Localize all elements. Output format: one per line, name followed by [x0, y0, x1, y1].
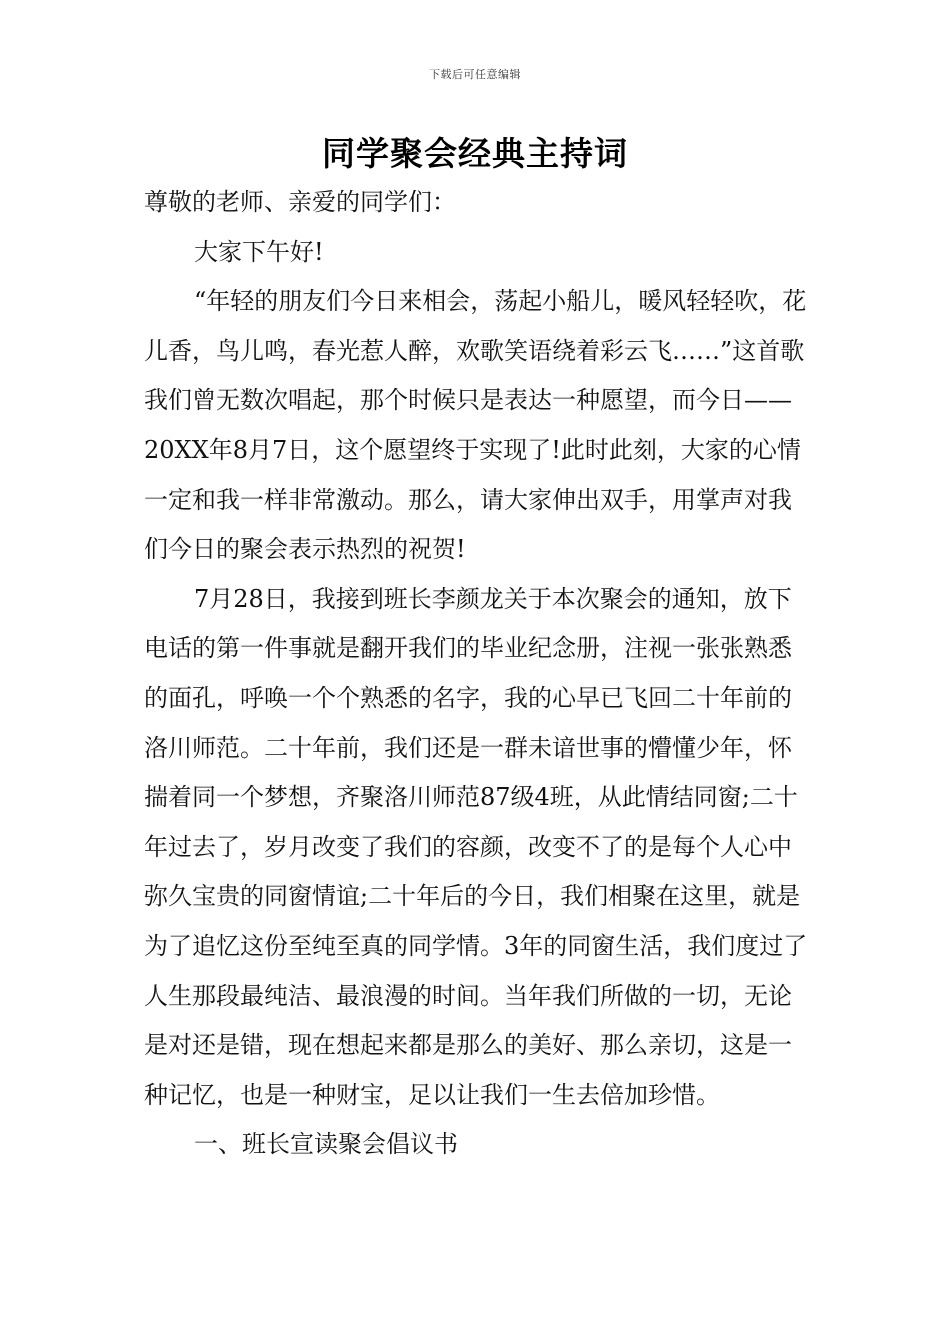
salutation: 尊敬的老师、亲爱的同学们： — [144, 188, 456, 216]
header-note: 下载后可任意编辑 — [429, 68, 521, 81]
section-heading: 一、班长宣读聚会倡议书 — [194, 1130, 458, 1159]
paragraph: 7月28日，我接到班长李颜龙关于本次聚会的通知，放下电话的第一件事就是翻开我们的毕业纪念册，注视一张张熟悉的面孔，呼唤一个个熟悉的名字，我的心早已飞回二十年前的洛川师范。二十年前，我们还是一群未谙世事的懵懂少年，怀揣着同一个梦想，齐聚洛川师范87级4班，从此情结同窗;二十年过去了，岁月改变了我们的容颜，改变不了的是每个人心中弥久宝贵的同窗情谊;二十年后的今日，我们相聚在这里，就是为了追忆这份至纯至真的同学情。3年的同窗生活，我们度过了人生那段最纯洁、最浪漫的时间。当年我们所做的一切，无论是对还是错，现在想起来都是那么的美好、那么亲切，这是一种记忆，也是一种财宝，足以让我们一生去倍加珍惜。 — [144, 584, 808, 1109]
document-title: 同学聚会经典主持词 — [322, 134, 628, 173]
document-body — [144, 178, 812, 1170]
greeting: 大家下午好! — [194, 237, 324, 266]
paragraph: “年轻的朋友们今日来相会，荡起小船儿，暖风轻轻吹，花儿香，鸟儿鸣，春光惹人醉，欢歌笑语绕着彩云飞……”这首歌我们曾无数次唱起，那个时候只是表达一种愿望，而今日——20XX年8月7日，这个愿望终于实现了!此时此刻，大家的心情一定和我一样非常激动。那么，请大家伸出双手，用掌声对我们今日的聚会表示热烈的祝贺! — [144, 287, 807, 564]
